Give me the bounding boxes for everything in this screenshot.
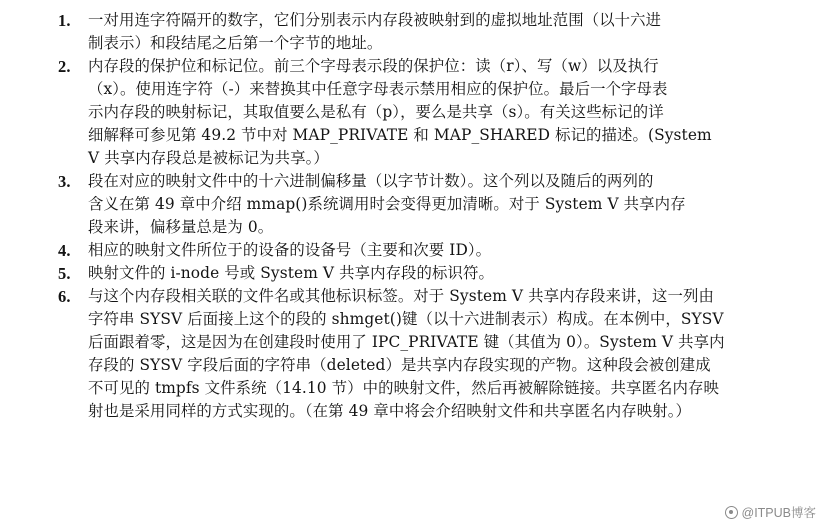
itpub-logo-icon	[725, 506, 738, 519]
item-number: 4.	[58, 241, 71, 260]
item-text-line: 射也是采用同样的方式实现的。（在第 49 章中将会介绍映射文件和共享匿名内存映射。）	[88, 402, 692, 420]
item-number: 5.	[58, 264, 71, 283]
item-text-line: 后面跟着零，这是因为在创建段时使用了 IPC_PRIVATE 键（其值为 0）。System V 共享内	[88, 333, 725, 351]
item-text-line: 细解释可参见第 49.2 节中对 MAP_PRIVATE 和 MAP_SHARED 标记的描述。(System	[88, 126, 712, 144]
item-text-line: 映射文件的 i-node 号或 System V 共享内存段的标识符。	[88, 264, 495, 282]
item-text-line: 存段的 SYSV 字段后面的字符串（deleted）是共享内存段实现的产物。这种段会被创建成	[88, 356, 711, 374]
item-number: 1.	[58, 11, 71, 30]
list-item	[58, 239, 806, 262]
list-item	[58, 285, 806, 423]
watermark-text: @ITPUB博客	[741, 506, 816, 520]
item-text-line: 制表示）和段结尾之后第一个字节的地址。	[88, 34, 383, 52]
item-text-line: 段来讲，偏移量总是为 0。	[88, 218, 274, 236]
list-item	[58, 9, 806, 55]
item-number: 3.	[58, 172, 71, 191]
item-text-line: V 共享内存段总是被标记为共享。）	[88, 149, 329, 167]
item-number: 2.	[58, 57, 71, 76]
item-text-line: 不可见的 tmpfs 文件系统（14.10 节）中的映射文件，然后再被解除链接。共享匿名内存映	[88, 379, 719, 397]
item-text-line: 与这个内存段相关联的文件名或其他标识标签。对于 System V 共享内存段来讲，这一列由	[88, 287, 714, 305]
item-number: 6.	[58, 287, 71, 306]
list-item	[58, 170, 806, 239]
numbered-list	[58, 9, 806, 423]
item-text-line: 一对用连字符隔开的数字，它们分别表示内存段被映射到的虚拟地址范围（以十六进	[88, 11, 662, 29]
item-text-line: 段在对应的映射文件中的十六进制偏移量（以字节计数）。这个列以及随后的两列的	[88, 172, 654, 190]
item-text-line: 相应的映射文件所位于的设备的设备号（主要和次要 ID）。	[88, 241, 492, 259]
item-text-line: 内存段的保护位和标记位。前三个字母表示段的保护位：读（r）、写（w）以及执行	[88, 57, 659, 75]
list-item	[58, 55, 806, 170]
item-text-line: 示内存段的映射标记，其取值要么是私有（p），要么是共享（s）。有关这些标记的详	[88, 103, 664, 121]
list-item	[58, 262, 806, 285]
watermark	[725, 503, 817, 521]
item-text-line: 含义在第 49 章中介绍 mmap()系统调用时会变得更加清晰。对于 System V 共享内存	[88, 195, 686, 213]
item-text-line: 字符串 SYSV 后面接上这个的段的 shmget()键（以十六进制表示）构成。在本例中，SYSV	[88, 310, 724, 328]
item-text-line: （x）。使用连字符（-）来替换其中任意字母表示禁用相应的保护位。最后一个字母表	[88, 80, 668, 98]
